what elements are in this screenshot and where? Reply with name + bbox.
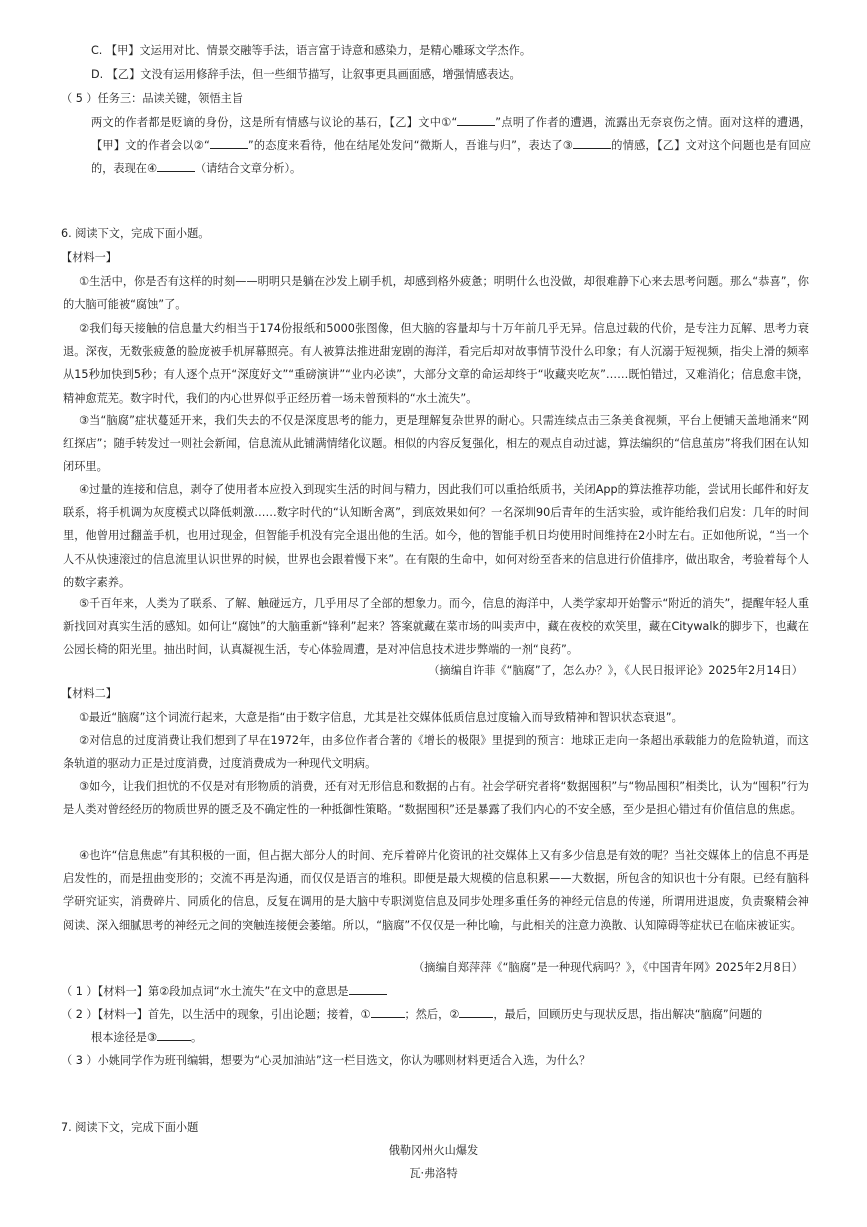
- m1-paragraph-5: ⑤千百年来，人类为了联系、了解、触碰远方，几乎用尽了全部的想象力。而今，信息的海洋中，人类学家却开始警示“附近的消失”，提醒年轻人重新找回对真实生活的感知。如何让“腐蚀”的大脑重新“锋利”起来？答案就藏在菜市场的叫卖声中，藏在夜校的欢笑里，藏在Citywalk的脚步下，也藏在公园长椅的阳光里。抽出时间，认真凝视生活，专心体验周遭，是对冲信息技术进步弊端的一剂“良药”。: [63, 597, 810, 657]
- answer-blank-sq2-1[interactable]: [371, 1005, 405, 1018]
- m2-paragraph-4: ④也许“信息焦虑”有其积极的一面，但占据大部分人的时间、充斥着碎片化资讯的社交媒体上又有多少信息是有效的呢？当社交媒体上的信息不再是启发性的，而是扭曲变形的；交流不再是沟通，而仅仅是语言的堆积。即便是最大规模的信息积累——大数据，所包含的知识也十分有限。已经有脑科学研究证实，消费碎片、同质化的信息，反复在调用的是大脑中专职浏览信息及同步处理多重任务的神经元信息的传递，所谓用进退废，负责聚精会神阅读、深入细腻思考的神经元之间的突触连接便会萎缩。所以，“脑腐”不仅仅是一种比喻，与此相关的注意力涣散、认知障碍等症状已在临床被证实。: [63, 849, 809, 932]
- answer-blank-3[interactable]: [573, 136, 611, 149]
- article-title: 俄勒冈州火山爆发: [388, 1144, 479, 1157]
- question-7-title: 7. 阅读下文，完成下面小题: [61, 1121, 199, 1134]
- m1-paragraph-1: ①生活中，你是否有这样的时刻——明明只是躺在沙发上刷手机，却感到格外疲惫；明明什么也没做，却很难静下心来去思考问题。那么“恭喜”，你的大脑可能被“腐蚀”了。: [63, 275, 809, 312]
- answer-blank-1[interactable]: [457, 113, 495, 126]
- m1-paragraph-3: ③当“脑腐”症状蔓延开来，我们失去的不仅是深度思考的能力，更是理解复杂世界的耐心。只需连续点击三条美食视频，平台上便铺天盖地涌来“网红探店”；随手转发过一则社会新闻，信息流从此铺满情绪化议题。相似的内容反复强化，相左的观点自动过滤，算法编织的“信息茧房”将我们困在认知闭环里。: [63, 414, 809, 474]
- article-author: 瓦·弗洛特: [409, 1167, 458, 1180]
- answer-blank-sq2-2[interactable]: [459, 1005, 493, 1018]
- m1-source: （摘编自许菲《“脑腐”了，怎么办？》，《人民日报评论》2025年2月14日）: [428, 664, 803, 677]
- sub-question-3: （ 3 ）小姚同学作为班刊编辑，想要为“心灵加油站”这一栏目选文，你认为哪则材料更适合入选，为什么？: [61, 1054, 591, 1067]
- sub-question-2: （ 2 ）【材料一】首先，以生活中的现象，引出论题；接着，① ；然后，② ，最后，回顾历史与现状反思，指出解决“脑腐”问题的: [61, 1005, 762, 1025]
- option-d: D. 【乙】文没有运用修辞手法，但一些细节描写，让叙事更具画面感，增强情感表达。: [91, 68, 521, 81]
- m1-paragraph-4: ④过量的连接和信息，剥夺了使用者本应投入到现实生活的时间与精力，因此我们可以重拾纸质书，关闭App的算法推荐功能，尝试用长邮件和好友联系，将手机调为灰度模式以降低刺激……数字时代的“认知断舍离”，到底效果如何？一名深圳90后青年的生活实验，或许能给我们启发：几年的时间里，他曾用过翻盖手机，也用过现金，但智能手机没有完全退出他的生活。如今，他的智能手机日均使用时间维持在2小时左右。正如他所说，“当一个人不从快速滚过的信息流里认识世界的时候，世界也会跟着慢下来”。在有限的生命中，如何对纷至沓来的信息进行价值排序，做出取舍，考验着每个人的数字素养。: [63, 483, 809, 589]
- material-1-label: 【材料一】: [61, 251, 117, 264]
- m2-paragraph-2: ②对信息的过度消费让我们想到了早在1972年，由多位作者合著的《增长的极限》里提到的预言：地球正走向一条超出承载能力的危险轨道，而这条轨道的驱动力正是过度消费，过度消费成为一种现代文明病。: [63, 734, 809, 771]
- answer-blank-4[interactable]: [157, 159, 195, 172]
- answer-blank-sq2-3[interactable]: [157, 1028, 191, 1041]
- sub-question-1: （ 1 ）【材料一】第②段加点词“水土流失”在文中的意思是: [61, 982, 387, 1002]
- m1-paragraph-2: ②我们每天接触的信息量大约相当于174份报纸和5000张图像，但大脑的容量却与十万年前几乎无异。信息过载的代价，是专注力瓦解、思考力衰退。深夜，无数张疲惫的脸庞被手机屏幕照亮。有人被算法推进甜宠剧的海洋，看完后却对故事情节没什么印象；有人沉溺于短视频，指尖上滑的频率从15秒加快到5秒；有人逐个点开“深度好文”“重磅演讲”“业内必读”，大部分文章的命运却终于“收藏夹吃灰”……既怕错过，又难消化；信息愈丰饶，精神愈荒芜。数字时代，我们的内心世界似乎正经历着一场未曾预料的“水土流失”。: [63, 322, 809, 405]
- m2-paragraph-1: ①最近“脑腐”这个词流行起来，大意是指“由于数字信息，尤其是社交媒体低质信息过度输入而导致精神和智识状态衰退”。: [79, 711, 683, 724]
- m2-paragraph-3: ③如今，让我们担忧的不仅是对有形物质的消费，还有对无形信息和数据的占有。社会学研究者将“数据囤积”与“物品囤积”相类比，认为“囤积”行为是人类对曾经经历的物质世界的匮乏及不确定性的一种抵御性策略。“数据囤积”还是暴露了我们内心的不安全感，至少是担心错过有价值信息的焦虑。: [63, 780, 809, 817]
- sub-question-2-continued: 根本途径是③ 。: [91, 1028, 202, 1048]
- m2-source: （摘编自郑萍萍《“脑腐”是一种现代病吗？》，《中国青年网》2025年2月8日）: [413, 961, 803, 974]
- question-6-title: 6. 阅读下文，完成下面小题。: [61, 227, 210, 240]
- material-2-label: 【材料二】: [61, 687, 117, 700]
- answer-blank-sq1[interactable]: [349, 982, 387, 995]
- task3-paragraph: 两文的作者都是贬谪的身份，这是所有情感与议论的基石，【乙】文中①“ ”点明了作者的遭遇，流露出无奈哀伤之情。面对这样的遭遇，【甲】文的作者会以②“ ”的态度来看待，他在结尾处发问“微斯人，吾谁与归”，表达了③ 的情感，【乙】文对这个问题也是有回应的，表现在④ （请结合文章分析）。: [91, 111, 811, 181]
- answer-blank-2[interactable]: [210, 136, 248, 149]
- task3-heading: （ 5 ）任务三：品读关键，领悟主旨: [61, 92, 244, 105]
- option-c: C. 【甲】文运用对比、情景交融等手法，语言富于诗意和感染力，是精心雕琢文学杰作。: [91, 44, 532, 57]
